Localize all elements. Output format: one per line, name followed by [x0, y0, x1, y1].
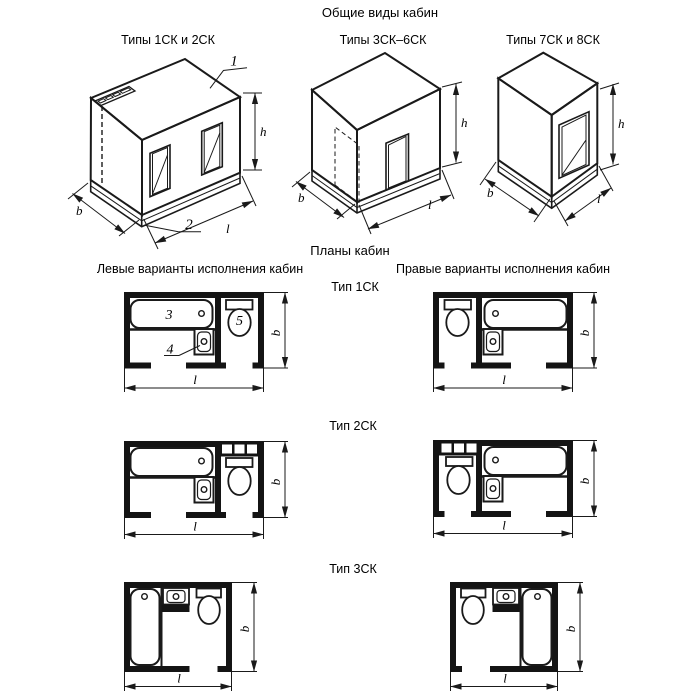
cabin-box — [312, 53, 440, 202]
dim-b-label: b — [237, 625, 252, 633]
plan-3sk-right — [450, 582, 600, 700]
plan-2sk-right — [433, 440, 618, 550]
toilet-cistern — [226, 458, 253, 467]
door-opening-1 — [150, 145, 170, 197]
cabin-front-wall — [142, 97, 240, 215]
page-title: Общие виды кабин — [321, 5, 439, 20]
iso-view-1sk-2sk — [55, 52, 285, 247]
dimension-height — [243, 93, 267, 170]
toilet-bowl — [198, 596, 220, 624]
dimension-length-l — [451, 671, 558, 692]
dimension-width-b — [573, 293, 597, 369]
washbasin — [195, 329, 214, 355]
toilet — [446, 457, 473, 494]
cabin-left-wall — [498, 78, 551, 196]
dimension-length-l — [125, 518, 264, 539]
dim-l-label: l — [597, 191, 601, 206]
dimension-height — [600, 83, 625, 170]
washbasin — [484, 329, 503, 355]
dimension-length-l — [434, 517, 573, 538]
hidden-door-dashed — [335, 127, 359, 203]
callout-1-text: 1 — [230, 53, 238, 70]
dimension-width-b — [264, 293, 288, 369]
washbasin — [162, 588, 190, 612]
vent-duct-block — [433, 440, 482, 456]
iso-view-3sk-6sk — [285, 45, 485, 240]
bath-drain — [199, 311, 205, 317]
vent-duct-block — [215, 441, 264, 457]
bath-drain — [493, 457, 499, 463]
iso-view-7sk-8sk — [470, 45, 660, 240]
dim-b-label: b — [577, 477, 592, 485]
cabin-roof — [91, 59, 240, 140]
dim-l-label: l — [502, 517, 506, 533]
partition-wall — [215, 298, 221, 369]
plan-3sk-left — [124, 582, 274, 700]
iso-label-3sk-6sk: Типы 3СК–6СК — [339, 33, 427, 47]
plan-1sk-right — [433, 292, 618, 402]
plan-2sk-left — [124, 441, 309, 551]
dim-l-label: l — [226, 221, 230, 236]
type-1sk-label: Тип 1СК — [331, 280, 379, 294]
washbasin — [493, 588, 521, 612]
dim-l-label: l — [503, 670, 507, 686]
door-opening — [559, 112, 589, 179]
toilet-bowl — [228, 467, 250, 495]
dimension-length-l — [125, 369, 264, 393]
callout-base-panel — [145, 217, 201, 233]
cabin-base-plinth — [312, 168, 440, 213]
type-2sk-label: Тип 2СК — [329, 419, 377, 433]
dimension-width-b — [232, 583, 257, 672]
toilet-bowl — [447, 466, 469, 494]
plan-1sk-left — [124, 292, 309, 402]
callout-ceiling-panel — [210, 54, 247, 89]
toilet — [226, 458, 253, 495]
callout-5-text: 5 — [236, 314, 243, 329]
dim-l-label: l — [177, 670, 181, 686]
dim-l-label: l — [502, 372, 506, 387]
dim-b-label: b — [298, 190, 305, 205]
callout-4-text: 4 — [166, 342, 174, 358]
bathtub — [482, 447, 567, 477]
washbasin — [484, 476, 503, 502]
partition-wall — [215, 447, 221, 518]
bathtub — [521, 588, 552, 666]
toilet-cistern — [446, 457, 473, 466]
plans-title: Планы кабин — [310, 243, 390, 258]
cabin-box — [91, 59, 240, 215]
bathtub — [130, 300, 215, 330]
dim-l-label: l — [428, 197, 432, 212]
bath-drain — [535, 594, 541, 600]
door-opening — [386, 134, 409, 190]
iso-label-1sk-2sk: Типы 1СК и 2СК — [121, 33, 215, 47]
dim-h-label: h — [618, 116, 625, 131]
dim-l-label: l — [193, 372, 197, 387]
dim-l-label: l — [193, 518, 197, 534]
bathtub — [130, 448, 215, 478]
dim-b-label: b — [563, 625, 578, 633]
dimension-length-l — [125, 671, 232, 692]
partition-wall — [476, 446, 482, 517]
callout-2-text: 2 — [185, 217, 193, 233]
cabin-box — [498, 53, 597, 197]
dimension-width-b — [264, 442, 288, 518]
toilet-bowl — [446, 309, 468, 336]
dim-h-label: h — [260, 124, 267, 139]
bathtub — [482, 300, 567, 330]
toilet-cistern — [226, 300, 253, 310]
dimension-width-b — [573, 441, 597, 517]
washbasin — [195, 477, 214, 503]
left-variants-heading: Левые варианты исполнения кабин — [96, 262, 304, 276]
dimension-width-b — [558, 583, 583, 672]
dimension-height — [442, 82, 468, 167]
dim-b-label: b — [268, 329, 283, 337]
dimension-width-b — [68, 183, 139, 236]
cabin-base-plinth — [91, 173, 240, 227]
washbasin-counter-wall — [493, 605, 521, 613]
cabin-roof — [312, 53, 440, 130]
partition-wall — [476, 298, 482, 369]
dim-h-label: h — [461, 115, 468, 130]
bath-drain — [493, 311, 499, 317]
cabin-roof — [498, 53, 597, 115]
bath-drain — [142, 594, 148, 600]
callout-3-text: 3 — [165, 308, 173, 323]
dim-b-label: b — [487, 185, 494, 200]
toilet-cistern — [445, 300, 472, 310]
toilet-bowl — [462, 596, 484, 624]
toilet — [197, 589, 222, 625]
toilet — [226, 300, 253, 336]
door-opening-2 — [202, 123, 223, 175]
bath-drain — [199, 458, 205, 464]
bathtub — [131, 588, 162, 666]
dim-b-label: b — [76, 203, 83, 218]
dimension-length-l — [434, 369, 573, 393]
right-variants-heading: Правые варианты исполнения кабин — [395, 262, 611, 276]
iso-label-7sk-8sk: Типы 7СК и 8СК — [506, 33, 600, 47]
roof-vent-grille — [95, 87, 135, 106]
washbasin-counter-wall — [162, 605, 190, 613]
dim-b-label: b — [577, 329, 592, 337]
type-3sk-label: Тип 3СК — [329, 562, 377, 576]
dim-b-label: b — [268, 478, 283, 486]
toilet — [445, 300, 472, 336]
toilet — [461, 589, 486, 625]
